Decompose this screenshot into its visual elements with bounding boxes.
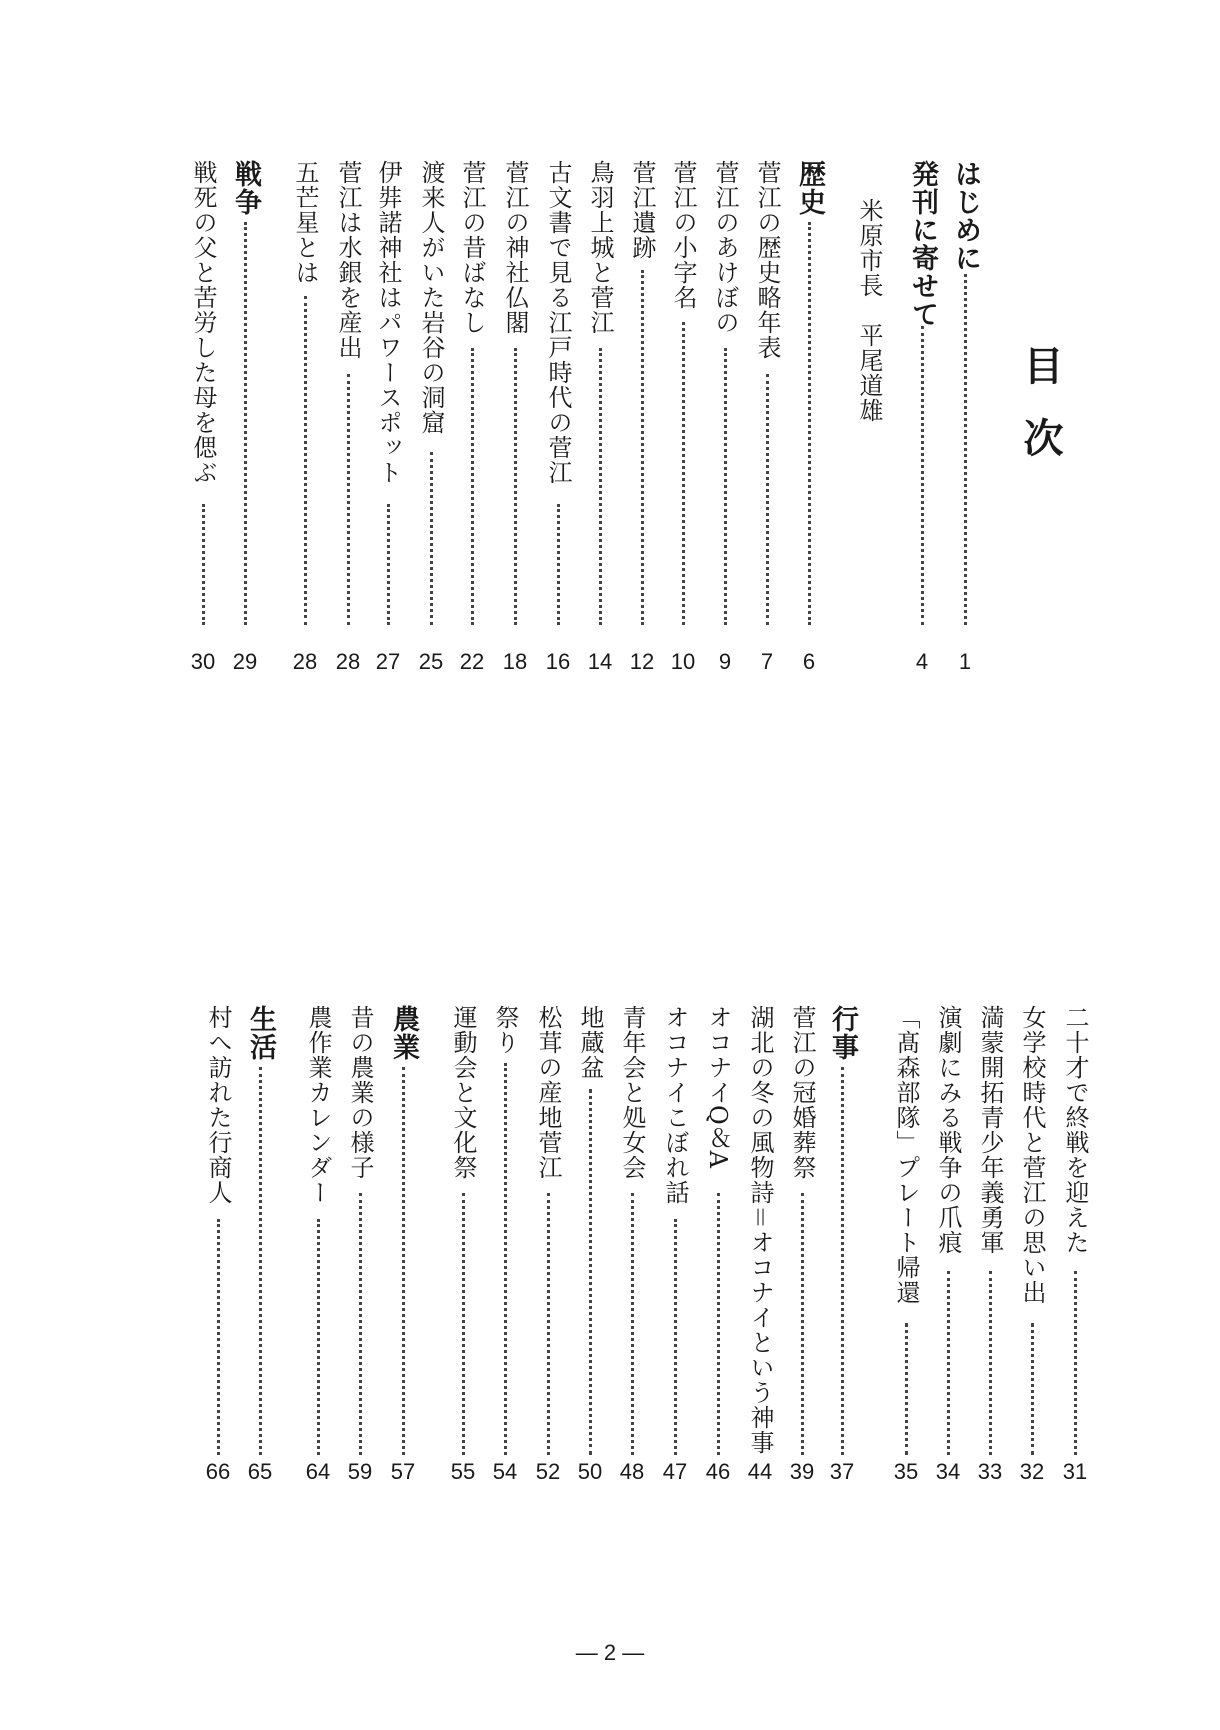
leader-dots xyxy=(557,504,560,625)
toc-entry-page: 30 xyxy=(190,649,216,674)
toc-entry xyxy=(570,1005,610,1490)
toc-entry-page: 9 xyxy=(718,649,732,674)
toc-entry-page: 32 xyxy=(1019,1459,1045,1484)
toc-entry-page: 25 xyxy=(418,649,444,674)
toc-entry-page: 55 xyxy=(450,1459,476,1484)
toc-entry-page: 1 xyxy=(958,649,972,674)
toc-entry xyxy=(443,1005,483,1490)
leader-dots xyxy=(430,452,433,625)
toc-entry-page: 12 xyxy=(629,649,655,674)
leader-dots xyxy=(921,326,924,625)
toc-entry xyxy=(747,160,787,680)
toc-entry-page: 47 xyxy=(662,1459,688,1484)
leader-dots xyxy=(808,222,811,625)
toc-section xyxy=(383,1005,423,1490)
toc-entry xyxy=(495,160,535,680)
toc-entry-title: 松茸の産地菅江 xyxy=(534,1005,562,1180)
leader-dots xyxy=(514,348,517,625)
toc-entry-title: 戦争 xyxy=(230,160,261,216)
toc-section xyxy=(902,160,942,680)
leader-dots xyxy=(359,1193,362,1455)
leader-dots xyxy=(631,1193,634,1455)
toc-section xyxy=(225,160,265,680)
toc-entry-title: 発刊に寄せて xyxy=(907,160,938,328)
toc-entry xyxy=(340,1005,380,1490)
toc-entry-title: 地蔵盆 xyxy=(576,1005,604,1080)
toc-entry-page: 44 xyxy=(747,1459,773,1484)
toc-entry-page: 28 xyxy=(335,649,361,674)
leader-dots xyxy=(387,504,390,625)
toc-entry-title: 行事 xyxy=(827,1005,858,1061)
leader-dots xyxy=(217,1219,220,1455)
leader-dots xyxy=(244,222,247,625)
toc-entry-title: 菅江の神社仏閣 xyxy=(501,160,529,335)
leader-dots xyxy=(304,296,307,625)
leader-dots xyxy=(402,1067,405,1455)
toc-entry-title: 村へ訪れた行商人 xyxy=(204,1005,232,1205)
leader-dots xyxy=(202,504,205,625)
toc-section xyxy=(945,160,985,680)
leader-dots xyxy=(947,1271,950,1455)
toc-entry-title: 運動会と文化祭 xyxy=(449,1005,477,1180)
leader-dots xyxy=(259,1067,262,1455)
toc-entry-page: 37 xyxy=(829,1459,855,1484)
leader-dots xyxy=(347,374,350,625)
toc-entry-title: 菅江の冠婚葬祭 xyxy=(788,1005,816,1180)
toc-entry-page: 27 xyxy=(375,649,401,674)
toc-entry xyxy=(1055,1005,1095,1490)
toc-entry-page: 64 xyxy=(305,1459,331,1484)
leader-dots xyxy=(1074,1271,1077,1455)
leader-dots xyxy=(801,1193,804,1455)
toc-section xyxy=(240,1005,280,1490)
toc-entry-title: 五芒星とは xyxy=(291,160,319,285)
toc-entry-page: 35 xyxy=(893,1459,919,1484)
toc-entry-page: 10 xyxy=(670,649,696,674)
toc-entry xyxy=(452,160,492,680)
leader-dots xyxy=(1031,1323,1034,1455)
toc-entry-title: オコナイQ＆A xyxy=(704,1005,732,1170)
toc-entry-title: 戦死の父と苦労した母を偲ぶ xyxy=(189,160,217,485)
toc-entry-page: 22 xyxy=(459,649,485,674)
toc-entry-page: 50 xyxy=(577,1459,603,1484)
leader-dots xyxy=(547,1193,550,1455)
leader-dots xyxy=(717,1193,720,1455)
toc-entry-page: 29 xyxy=(232,649,258,674)
leader-dots xyxy=(471,348,474,625)
toc-entry-title: 菅江の小字名 xyxy=(669,160,697,310)
toc-entry-page: 52 xyxy=(535,1459,561,1484)
toc-entry xyxy=(886,1005,926,1490)
toc-entry xyxy=(368,160,408,680)
leader-dots xyxy=(682,322,685,625)
toc-entry-page: 6 xyxy=(802,649,816,674)
toc-entry-title: 「髙森部隊」プレート帰還 xyxy=(892,1005,920,1305)
leader-dots xyxy=(504,1063,507,1455)
toc-entry xyxy=(928,1005,968,1490)
toc-entry xyxy=(782,1005,822,1490)
leader-dots xyxy=(317,1219,320,1455)
page-number: ― 2 ― xyxy=(575,1640,645,1665)
toc-entry xyxy=(183,160,223,680)
toc-entry xyxy=(1012,1005,1052,1490)
toc-entry-title: 菅江遺跡 xyxy=(628,160,656,260)
toc-entry-title: 昔の農業の様子 xyxy=(346,1005,374,1180)
leader-dots xyxy=(989,1271,992,1455)
toc-entry xyxy=(698,1005,738,1490)
toc-entry-page: 54 xyxy=(492,1459,518,1484)
toc-entry-title: 渡来人がいた岩谷の洞窟 xyxy=(417,160,445,435)
toc-entry xyxy=(485,1005,525,1490)
toc-entry xyxy=(705,160,745,680)
toc-entry-page: 39 xyxy=(789,1459,815,1484)
toc-entry xyxy=(612,1005,652,1490)
toc-entry-title: 二十才で終戦を迎えた xyxy=(1061,1005,1089,1255)
toc-entry xyxy=(198,1005,238,1490)
toc-entry-title: 満蒙開拓青少年義勇軍 xyxy=(976,1005,1004,1255)
toc-section xyxy=(822,1005,862,1490)
toc-entry-title: 菅江のあけぼの xyxy=(711,160,739,335)
toc-entry-page: 66 xyxy=(205,1459,231,1484)
toc-entry xyxy=(970,1005,1010,1490)
leader-dots xyxy=(599,348,602,625)
leader-dots xyxy=(641,270,644,625)
leader-dots xyxy=(724,348,727,625)
leader-dots xyxy=(462,1193,465,1455)
toc-entry-page: 31 xyxy=(1062,1459,1088,1484)
toc-entry-page: 57 xyxy=(390,1459,416,1484)
toc-entry-page: 4 xyxy=(915,649,929,674)
toc-entry xyxy=(285,160,325,680)
toc-entry-title: 祭り xyxy=(491,1005,519,1055)
toc-entry-page: 59 xyxy=(347,1459,373,1484)
toc-entry-title: 青年会と処女会 xyxy=(618,1005,646,1180)
toc-entry xyxy=(411,160,451,680)
toc-entry-page: 48 xyxy=(619,1459,645,1484)
toc-subline xyxy=(849,160,889,680)
toc-entry-page: 46 xyxy=(705,1459,731,1484)
toc-entry-title: 湖北の冬の風物詩＝オコナイという神事 xyxy=(746,1005,774,1455)
toc-entry-title: 演劇にみる戦争の爪痕 xyxy=(934,1005,962,1255)
leader-dots xyxy=(841,1067,844,1455)
toc-entry xyxy=(298,1005,338,1490)
toc-entry-title: 菅江の昔ばなし xyxy=(458,160,486,335)
toc-entry-title: 生活 xyxy=(245,1005,276,1061)
toc-entry-title: 伊弉諾神社はパワースポット xyxy=(374,160,402,485)
toc-entry-title: 農作業カレンダー xyxy=(304,1005,332,1205)
toc-entry-page: 33 xyxy=(977,1459,1003,1484)
toc-entry xyxy=(538,160,578,680)
toc-entry-page: 18 xyxy=(502,649,528,674)
toc-entry-title: 農業 xyxy=(388,1005,419,1061)
toc-entry-title: 菅江の歴史略年表 xyxy=(753,160,781,360)
toc-entry-page: 28 xyxy=(292,649,318,674)
toc-entry-title: はじめに xyxy=(950,160,981,272)
toc-entry-page: 65 xyxy=(247,1459,273,1484)
leader-dots xyxy=(905,1323,908,1455)
toc-entry xyxy=(655,1005,695,1490)
toc-entry xyxy=(663,160,703,680)
toc-entry xyxy=(622,160,662,680)
leader-dots xyxy=(964,274,967,625)
page-title: 目次 xyxy=(1017,345,1064,489)
toc-entry xyxy=(580,160,620,680)
toc-entry-page: 14 xyxy=(587,649,613,674)
leader-dots xyxy=(674,1219,677,1455)
toc-entry-title: 菅江は水銀を産出 xyxy=(334,160,362,360)
toc-entry-title: 女学校時代と菅江の思い出 xyxy=(1018,1005,1046,1305)
toc-entry-title: 歴史 xyxy=(794,160,825,216)
leader-dots xyxy=(589,1089,592,1455)
toc-entry-title: 鳥羽上城と菅江 xyxy=(586,160,614,335)
toc-entry xyxy=(528,1005,568,1490)
toc-entry xyxy=(740,1005,780,1490)
toc-entry-title: オコナイこぼれ話 xyxy=(661,1005,689,1205)
toc-section xyxy=(789,160,829,680)
toc-entry xyxy=(328,160,368,680)
toc-entry-title: 古文書で見る江戸時代の菅江 xyxy=(544,160,572,485)
toc-entry-page: 34 xyxy=(935,1459,961,1484)
leader-dots xyxy=(766,374,769,625)
toc-entry-page: 16 xyxy=(545,649,571,674)
toc-entry-page: 7 xyxy=(760,649,774,674)
toc-entry-title: 米原市長 平尾道雄 xyxy=(855,198,883,423)
